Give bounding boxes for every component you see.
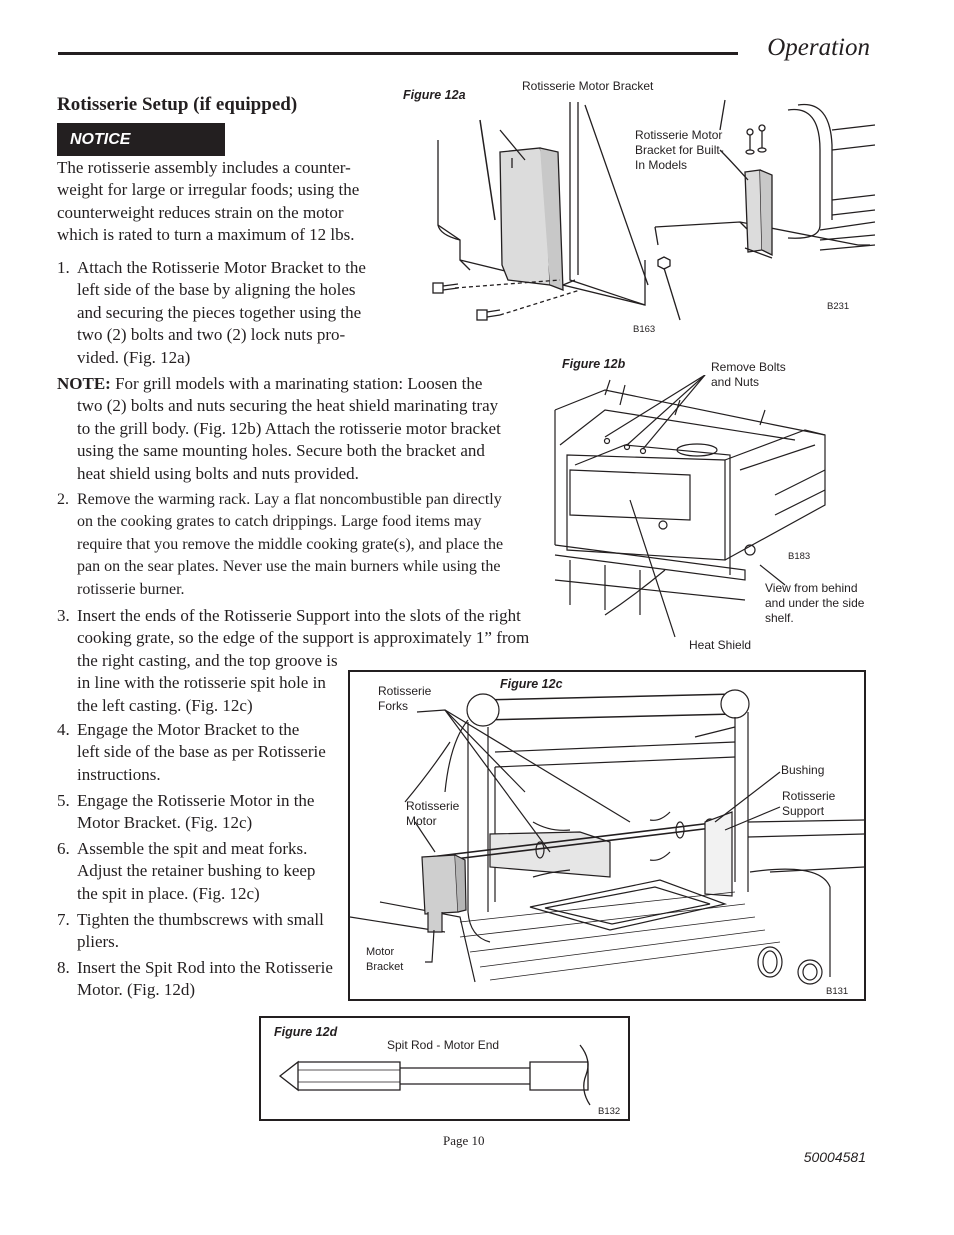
callout-spit-rod: Spit Rod - Motor End: [387, 1038, 500, 1052]
note-line: two (2) bolts and nuts securing the heat shield marinating tray: [77, 396, 499, 416]
step-number: 1.: [57, 258, 70, 277]
callout-line: Bracket for Built-: [635, 143, 724, 157]
note-line: to the grill body. (Fig. 12b) Attach the rotisserie motor bracket: [77, 418, 501, 438]
step-line: left side of the base as per Rotisserie: [77, 742, 326, 762]
step-line: Adjust the retainer bushing to keep: [77, 861, 316, 881]
callout-motor-bracket: Rotisserie Motor Bracket: [522, 79, 654, 93]
notice-banner: NOTICE: [57, 123, 225, 156]
callout-bushing: Bushing: [781, 763, 825, 777]
step-line: in line with the rotisserie spit hole in: [77, 673, 326, 693]
callout-line: Motor: [366, 946, 395, 958]
page-number: Page 10: [443, 1133, 485, 1148]
step-2: [57, 489, 537, 604]
step-line: pliers.: [77, 932, 120, 952]
intro-line: weight for large or irregular foods; using the: [57, 180, 360, 200]
step-line: rotisserie burner.: [77, 580, 185, 598]
step-5: [57, 790, 347, 836]
callout-line: and under the side: [765, 596, 865, 610]
callout-line: Rotisserie: [782, 789, 836, 803]
note-line: For grill models with a marinating station: Loosen the: [110, 374, 483, 393]
figure-code: B131: [826, 986, 849, 997]
step-line: vided. (Fig. 12a): [77, 347, 191, 367]
step-line: Assemble the spit and meat forks.: [77, 839, 308, 858]
step-number: 3.: [57, 606, 70, 625]
step-line: on the cooking grates to catch drippings. Large food items may: [77, 513, 482, 531]
figure-12c-label: Figure 12c: [500, 677, 563, 691]
figure-code: B231: [827, 301, 850, 312]
intro-line: The rotisserie assembly includes a counter-: [57, 158, 351, 177]
step-line: pan on the sear plates. Never use the main burners while using the: [77, 558, 501, 576]
intro-line: counterweight reduces strain on the motor: [57, 202, 344, 222]
step-line: the right casting, and the top groove is: [77, 650, 338, 670]
callout-line: Forks: [378, 699, 408, 713]
step-line: cooking grate, so the edge of the support is approximately 1” from: [77, 628, 530, 648]
callout-line: shelf.: [765, 611, 794, 625]
step-line: require that you remove the middle cooking grate(s), and place the: [77, 535, 504, 553]
step-number: 4.: [57, 720, 70, 739]
step-number: 7.: [57, 910, 70, 929]
callout-line: Bracket: [366, 961, 404, 973]
note-line: using the same mounting holes. Secure both the bracket and: [77, 441, 485, 461]
header-rule: [58, 52, 738, 55]
step-line: Attach the Rotisserie Motor Bracket to the: [77, 258, 366, 277]
step-line: Tighten the thumbscrews with small: [77, 910, 324, 929]
step-line: instructions.: [77, 764, 161, 784]
step-line: Engage the Motor Bracket to the: [77, 720, 300, 739]
step-line: Engage the Rotisserie Motor in the: [77, 791, 315, 810]
step-4: [57, 719, 347, 789]
step-number: 8.: [57, 958, 70, 977]
figure-12d-illustration: [270, 1040, 620, 1110]
figure-12b-label: Figure 12b: [562, 357, 626, 371]
callout-line: Support: [782, 804, 825, 818]
step-line: the spit in place. (Fig. 12c): [77, 883, 260, 903]
callout-line: Remove Bolts: [711, 360, 786, 374]
figure-12a-illustration: [400, 90, 875, 340]
page-heading: Rotisserie Setup (if equipped): [57, 94, 298, 115]
step-7: [57, 909, 347, 955]
callout-line: In Models: [635, 158, 688, 172]
step-line: Motor Bracket. (Fig. 12c): [77, 813, 253, 833]
step-number: 6.: [57, 839, 70, 858]
figure-12b-illustration: [545, 375, 830, 645]
step-line: two (2) bolts and two (2) lock nuts pro-: [77, 325, 346, 345]
note-paragraph: [57, 373, 537, 485]
intro-paragraph: [57, 157, 359, 247]
step-line: left side of the base by aligning the holes: [77, 280, 356, 300]
callout-line: Rotisserie: [378, 684, 432, 698]
step-line: and securing the pieces together using the: [77, 302, 362, 322]
section-title: Operation: [767, 34, 870, 61]
step-number: 5.: [57, 791, 70, 810]
step-line: Remove the warming rack. Lay a flat noncombustible pan directly: [77, 491, 502, 508]
note-label: NOTE:: [57, 374, 111, 393]
step-number: 2.: [57, 491, 69, 508]
step-line: Insert the Spit Rod into the Rotisserie: [77, 958, 333, 977]
note-line: heat shield using bolts and nuts provided.: [77, 463, 359, 483]
callout-line: Rotisserie Motor: [635, 128, 723, 142]
figure-12a-label: Figure 12a: [403, 88, 466, 102]
document-number: 50004581: [803, 1149, 866, 1165]
figure-12c-illustration: [350, 672, 864, 999]
step-line: Motor. (Fig. 12d): [77, 980, 196, 1000]
callout-line: and Nuts: [711, 375, 760, 389]
intro-line: which is rated to turn a maximum of 12 lbs.: [57, 225, 355, 245]
callout-line: View from behind: [765, 581, 858, 595]
step-8: [57, 957, 347, 1003]
step-1: [57, 257, 397, 372]
figure-code: B163: [633, 324, 656, 335]
figure-code: B132: [598, 1106, 621, 1117]
callout-line: Motor: [406, 814, 437, 828]
step-6: [57, 838, 347, 908]
figure-code: B183: [788, 551, 811, 562]
step-line: the left casting. (Fig. 12c): [77, 695, 253, 715]
figure-12d-label: Figure 12d: [274, 1025, 338, 1039]
callout-heat-shield: Heat Shield: [689, 638, 752, 652]
step-line: Insert the ends of the Rotisserie Support into the slots of the right: [77, 606, 521, 625]
callout-line: Rotisserie: [406, 799, 460, 813]
